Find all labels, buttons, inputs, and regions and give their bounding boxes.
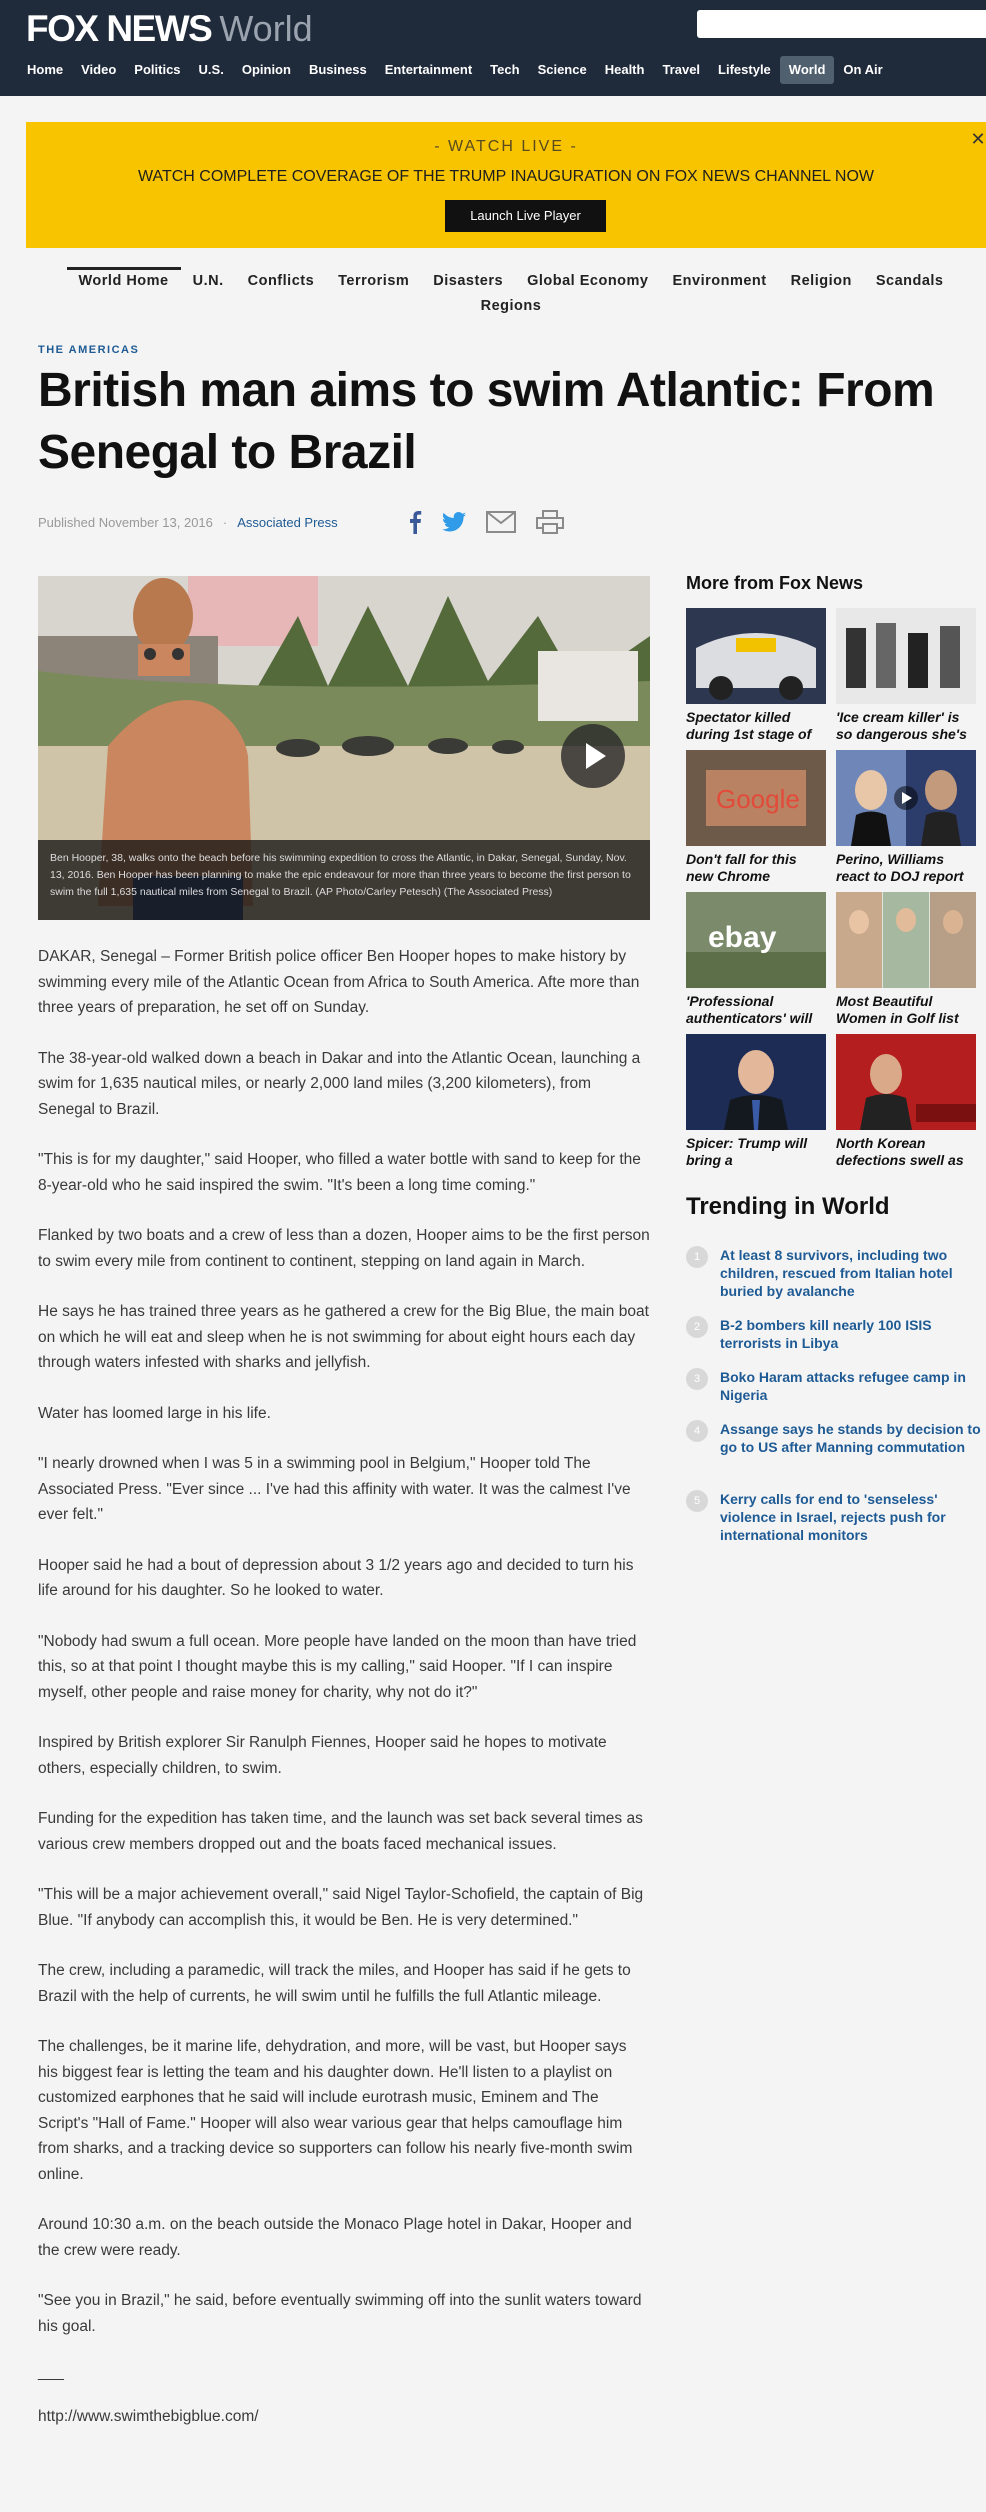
section-nav-row2 (0, 298, 986, 314)
search-input[interactable] (697, 10, 986, 38)
article-kicker[interactable]: THE AMERICAS (38, 344, 140, 356)
article-paragraph: "Nobody had swum a full ocean. More people have landed on the moon than have tried this, so at that point I thought maybe this is my calling," said Hooper. "If I can inspire myself, other people and raise money for charity, why not do it?" (38, 1632, 637, 1701)
play-video-button[interactable] (561, 724, 625, 788)
hero-image[interactable] (38, 576, 650, 920)
story-card[interactable] (836, 608, 976, 743)
section-nav (80, 273, 942, 289)
article-paragraph: DAKAR, Senegal – Former British police officer Ben Hooper hopes to make history by swimming every mile of the Atlantic Ocean from Africa to South America. Afte more than three years of preparation, he set off on Sunday. (38, 948, 640, 1016)
more-from-fox-title: More from Fox News (686, 573, 864, 593)
article-meta (38, 515, 338, 530)
article-source[interactable]: Associated Press (237, 515, 338, 530)
article-paragraph: The challenges, be it marine life, dehydration, and more, will be vast, but Hooper says his biggest fear is letting the team and his daughter down. He'll listen to a playlist on customized earphones that he said will include eurotrash music, Eminem and The Script's "Hall of Fame." Hooper will also wear various gear that helps camouflage him from sharks, and a tracking device so supporters can follow his nearly five-month swim online. (38, 2038, 633, 2183)
card-caption: 'Professional authenticators' will (686, 993, 813, 1026)
nav-tech[interactable]: Tech (490, 62, 520, 77)
trending-rank: 2 (686, 1316, 708, 1338)
svg-text:Google: Google (716, 784, 800, 814)
banner-title: WATCH COMPLETE COVERAGE OF THE TRUMP INAUGURATION ON FOX NEWS CHANNEL NOW (137, 168, 875, 185)
article-paragraph: Hooper said he had a bout of depression about 3 1/2 years ago and decided to turn his life around for his daughter. So he looked to water. (38, 1556, 634, 1599)
story-card[interactable] (686, 608, 826, 743)
svg-text:ebay: ebay (708, 921, 777, 954)
article-paragraph: "This will be a major achievement overall," said Nigel Taylor-Schofield, the captain of Big Blue. "If anybody can accomplish this, it would be Ben. He is very determined." (38, 1886, 644, 1929)
nav-entertainment[interactable]: Entertainment (384, 62, 473, 77)
twitter-icon[interactable] (442, 512, 466, 537)
facebook-icon[interactable] (408, 510, 422, 539)
article-headline: British man aims to swim Atlantic: From Senegal to Brazil (38, 364, 935, 479)
trending-rank: 3 (686, 1368, 708, 1390)
logo-section-name: World (219, 8, 313, 49)
nav-health[interactable]: Health (604, 62, 645, 77)
card-thumbnail (836, 892, 976, 988)
site-logo[interactable] (26, 8, 313, 48)
section-global-economy[interactable]: Global Economy (527, 273, 649, 289)
card-caption: Spicer: Trump will bring a (686, 1135, 808, 1168)
story-card[interactable] (836, 892, 976, 1027)
trending-headline[interactable]: At least 8 survivors, including two children, rescued from Italian hotel buried by avalanche (720, 1247, 953, 1299)
close-icon[interactable]: ✕ (970, 129, 986, 149)
article-divider: ___ (38, 2364, 64, 2381)
article-paragraph: "I nearly drowned when I was 5 in a swimming pool in Belgium," Hooper told The Associated Press. "Ever since ... I've had this affinity with water. It was the calmest I've ever felt." (38, 1455, 631, 1523)
image-caption: Ben Hooper, 38, walks onto the beach before his swimming expedition to cross the Atlantic, in Dakar, Senegal, Sunday, Nov. 13, 2016. Ben Hooper has been planning to make the epic endeavour for more than three years to become the first person to swim the full 1,635 nautical miles from Senegal to Brazil. (AP Photo/Carley Petesch) (The Associated Press) (38, 840, 650, 920)
section-world-home[interactable]: World Home (67, 267, 181, 289)
share-tools (408, 510, 584, 539)
trending-headline[interactable]: Boko Haram attacks refugee camp in Nigeria (720, 1369, 966, 1403)
story-card[interactable] (686, 892, 826, 1027)
nav-business[interactable]: Business (308, 62, 367, 77)
email-icon[interactable] (486, 511, 516, 538)
nav-home[interactable]: Home (27, 62, 64, 77)
logo-text: FOX NEWS (26, 8, 212, 49)
nav-politics[interactable]: Politics (134, 62, 181, 77)
article-paragraph: The crew, including a paramedic, will track the miles, and Hooper has said if he gets to Brazil with the help of currents, he will swim until he fulfills the full Atlantic mileage. (38, 1962, 631, 2005)
card-thumbnail (836, 1034, 976, 1130)
card-thumbnail (686, 608, 826, 704)
card-caption: Most Beautiful Women in Golf list (836, 993, 959, 1026)
trending-headline[interactable]: Kerry calls for end to 'senseless' violence in Israel, rejects push for international monitors (720, 1491, 946, 1543)
nav-world[interactable]: World (780, 56, 835, 84)
article-paragraph: "See you in Brazil," he said, before eventually swimming off into the sunlit waters toward his goal. (38, 2292, 642, 2335)
section-conflicts[interactable]: Conflicts (247, 273, 315, 289)
card-caption: 'Ice cream killer' is so dangerous she's (836, 709, 967, 742)
article-body (38, 944, 650, 2426)
nav-science[interactable]: Science (537, 62, 587, 77)
card-caption: Don't fall for this new Chrome (686, 851, 797, 884)
card-caption: North Korean defections swell as (836, 1135, 964, 1168)
card-thumbnail (686, 892, 826, 988)
card-thumbnail (686, 1034, 826, 1130)
main-nav (18, 56, 892, 84)
article-paragraph: "This is for my daughter," said Hooper, who filled a water bottle with sand to keep for the 8-year-old who he said inspired the swim. "It's been a long time coming." (38, 1151, 641, 1194)
play-icon (561, 724, 625, 788)
section-environment[interactable]: Environment (672, 273, 767, 289)
article-paragraph: Funding for the expedition has taken time, and the launch was set back several times as various crew members dropped out and the boats faced mechanical issues. (38, 1810, 643, 1853)
card-thumbnail (836, 750, 976, 846)
article-paragraph: Inspired by British explorer Sir Ranulph Fiennes, Hooper said he hopes to motivate others, especially children, to swim. (38, 1734, 607, 1777)
nav-opinion[interactable]: Opinion (241, 62, 291, 77)
trending-rank: 1 (686, 1246, 708, 1268)
section-terrorism[interactable]: Terrorism (338, 273, 410, 289)
article-link[interactable]: http://www.swimthebigblue.com/ (38, 2408, 259, 2425)
section-religion[interactable]: Religion (790, 273, 852, 289)
trending-rank: 5 (686, 1490, 708, 1512)
top-header (0, 0, 986, 96)
nav-lifestyle[interactable]: Lifestyle (718, 62, 771, 77)
launch-live-player-button[interactable]: Launch Live Player (445, 200, 606, 232)
published-date: Published November 13, 2016 (38, 515, 213, 530)
banner-eyebrow: - WATCH LIVE - (434, 138, 578, 155)
story-card[interactable] (686, 750, 826, 885)
nav-video[interactable]: Video (81, 62, 117, 77)
card-caption: Spectator killed during 1st stage of (686, 709, 812, 742)
watch-live-banner (26, 122, 986, 248)
trending-headline[interactable]: B-2 bombers kill nearly 100 ISIS terrorists in Libya (720, 1317, 932, 1351)
article-paragraph: Around 10:30 a.m. on the beach outside the Monaco Plage hotel in Dakar, Hooper and the crew were ready. (38, 2216, 632, 2259)
article-paragraph: Flanked by two boats and a crew of less than a dozen, Hooper aims to be the first person to swim every mile from continent to continent, stepping on land again in March. (38, 1227, 650, 1270)
card-caption: Perino, Williams react to DOJ report (836, 851, 964, 884)
meta-separator: · (222, 515, 228, 530)
section-regions[interactable]: Regions (480, 298, 542, 314)
section-disasters[interactable]: Disasters (433, 273, 504, 289)
card-thumbnail (686, 750, 826, 846)
trending-headline[interactable]: Assange says he stands by decision to go to US after Manning commutation (720, 1421, 981, 1455)
article-paragraph: The 38-year-old walked down a beach in Dakar and into the Atlantic Ocean, launching a swim for 1,635 nautical miles, or nearly 2,000 land miles (3,200 kilometers), from Senegal to Brazil. (38, 1049, 641, 1118)
article-paragraph: Water has loomed large in his life. (38, 1404, 271, 1422)
trending-title: Trending in World (686, 1193, 890, 1220)
story-card[interactable] (836, 1034, 976, 1169)
trending-rank: 4 (686, 1420, 708, 1442)
article-paragraph: He says he has trained three years as he gathered a crew for the Big Blue, the main boat on which he will eat and sleep when he is not swimming for about eight hours each day through waters infested with sharks and jellyfish. (38, 1303, 649, 1371)
nav-us[interactable]: U.S. (198, 62, 224, 77)
card-thumbnail (836, 608, 976, 704)
story-card[interactable] (836, 750, 976, 885)
section-scandals[interactable]: Scandals (875, 273, 944, 289)
print-icon[interactable] (536, 510, 564, 539)
nav-on-air[interactable]: On Air (843, 62, 883, 77)
section-un[interactable]: U.N. (192, 273, 224, 289)
story-card[interactable] (686, 1034, 826, 1169)
nav-travel[interactable]: Travel (662, 62, 701, 77)
